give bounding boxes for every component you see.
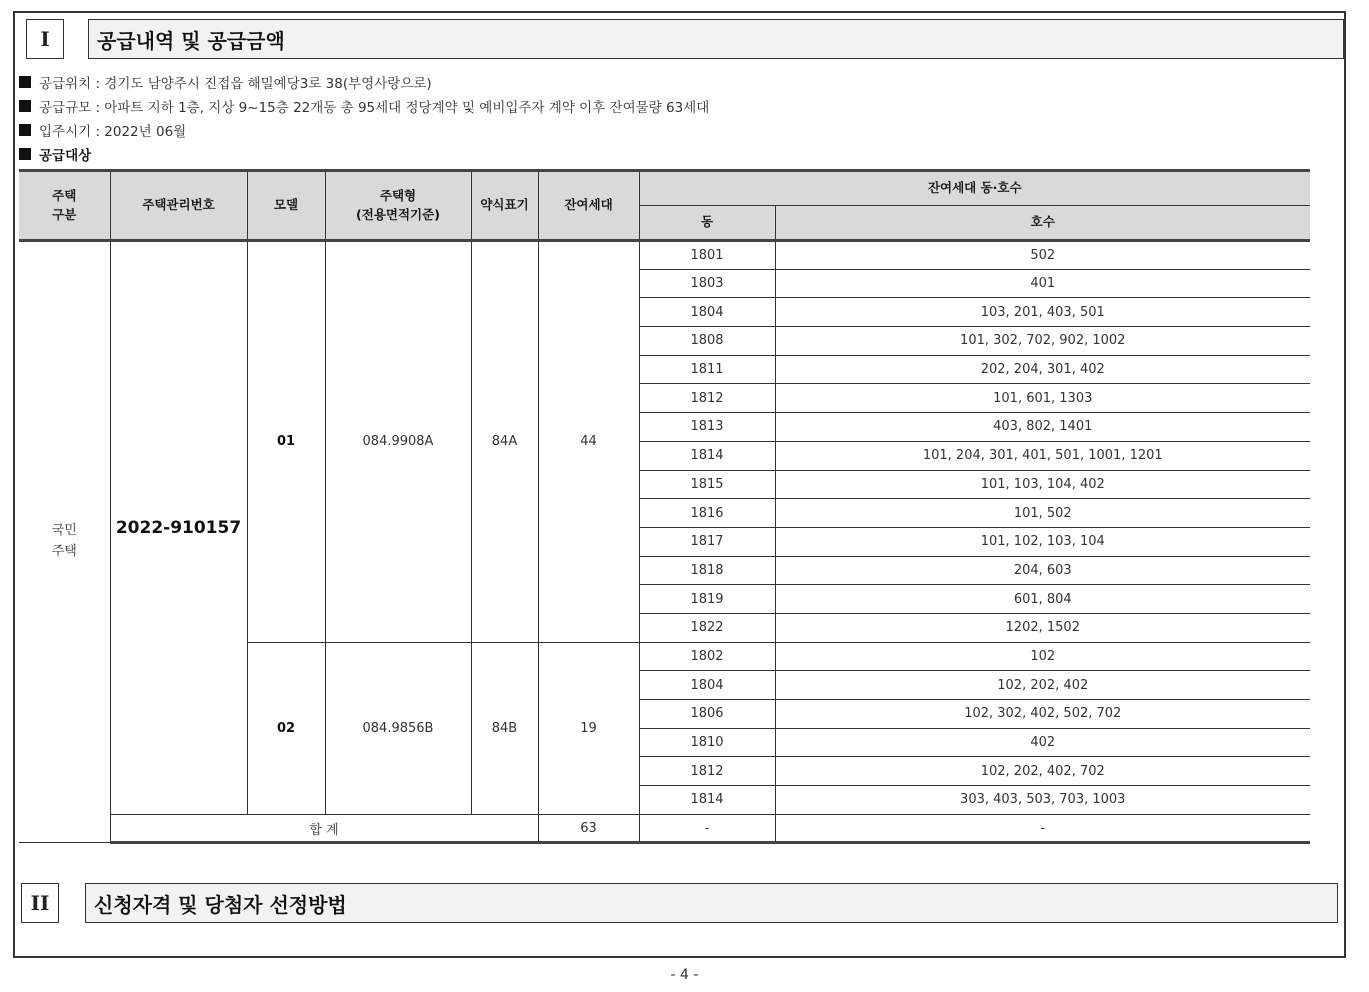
cell-ho: 101, 103, 104, 402: [775, 470, 1310, 499]
cell-ho: 101, 102, 103, 104: [775, 527, 1310, 556]
cell-ho: 601, 804: [775, 585, 1310, 614]
header-house-type: 주택형 (전용면적기준): [325, 171, 471, 241]
cell-dong: 1812: [639, 384, 775, 413]
header-housing-type: 주택 구분: [19, 171, 110, 241]
section-2-number: II: [21, 883, 59, 923]
bullet-text: 입주시기 : 2022년 06월: [39, 124, 187, 140]
cell-remaining-count: 19: [538, 642, 639, 814]
cell-ho: 204, 603: [775, 556, 1310, 585]
cell-dong: 1815: [639, 470, 775, 499]
bullet-move-in: [19, 118, 919, 142]
cell-dong: 1810: [639, 728, 775, 757]
cell-ho: 401: [775, 269, 1310, 298]
total-label: 합 계: [110, 814, 538, 843]
header-remaining-units: 잔여세대 동·호수: [639, 171, 1310, 206]
cell-dong: 1813: [639, 413, 775, 442]
header-remaining: 잔여세대: [538, 171, 639, 241]
cell-ho: 102: [775, 642, 1310, 671]
info-bullets: [19, 70, 919, 166]
cell-mgmt-no: 2022-910157: [110, 241, 247, 815]
square-bullet-icon: [19, 76, 31, 88]
section-1-header: [26, 19, 1344, 59]
bullet-text: 공급대상: [39, 148, 92, 164]
cell-dong: 1817: [639, 527, 775, 556]
total-count: 63: [538, 814, 639, 843]
square-bullet-icon: [19, 148, 31, 160]
cell-dong: 1814: [639, 441, 775, 470]
cell-ho: 102, 302, 402, 502, 702: [775, 700, 1310, 729]
header-dong: 동: [639, 206, 775, 241]
bullet-scale: [19, 94, 919, 118]
cell-dong: 1812: [639, 757, 775, 786]
header-model: 모델: [247, 171, 325, 241]
header-abbr: 약식표기: [471, 171, 538, 241]
total-ho: -: [775, 814, 1310, 843]
cell-ho: 103, 201, 403, 501: [775, 298, 1310, 327]
bullet-location: [19, 70, 919, 94]
cell-ho: 101, 204, 301, 401, 501, 1001, 1201: [775, 441, 1310, 470]
cell-ho: 402: [775, 728, 1310, 757]
bullet-text: 공급규모 : 아파트 지하 1층, 지상 9~15층 22개동 총 95세대 정당계약 및 예비입주자 계약 이후 잔여물량 63세대: [39, 100, 710, 116]
cell-remaining-count: 44: [538, 241, 639, 643]
cell-house-type: 084.9856B: [325, 642, 471, 814]
cell-dong: 1816: [639, 499, 775, 528]
total-dong: -: [639, 814, 775, 843]
section-1-number: I: [26, 19, 64, 59]
cell-ho: 101, 302, 702, 902, 1002: [775, 327, 1310, 356]
bullet-supply-target: [19, 142, 919, 166]
section-2-title: 신청자격 및 당첨자 선정방법: [85, 883, 1338, 923]
table-row: [19, 241, 1310, 270]
cell-ho: 303, 403, 503, 703, 1003: [775, 786, 1310, 815]
cell-model: 02: [247, 642, 325, 814]
section-1-title: 공급내역 및 공급금액: [88, 19, 1344, 59]
cell-dong: 1811: [639, 355, 775, 384]
cell-dong: 1804: [639, 671, 775, 700]
cell-dong: 1803: [639, 269, 775, 298]
header-mgmt-no: 주택관리번호: [110, 171, 247, 241]
total-row: [19, 814, 1310, 843]
cell-dong: 1814: [639, 786, 775, 815]
cell-dong: 1802: [639, 642, 775, 671]
square-bullet-icon: [19, 124, 31, 136]
cell-dong: 1819: [639, 585, 775, 614]
cell-ho: 101, 601, 1303: [775, 384, 1310, 413]
cell-ho: 101, 502: [775, 499, 1310, 528]
cell-ho: 202, 204, 301, 402: [775, 355, 1310, 384]
cell-ho: 1202, 1502: [775, 613, 1310, 642]
bullet-text: 공급위치 : 경기도 남양주시 진접읍 해밀예당3로 38(부영사랑으로): [39, 76, 432, 92]
cell-dong: 1806: [639, 700, 775, 729]
cell-ho: 403, 802, 1401: [775, 413, 1310, 442]
cell-abbr: 84A: [471, 241, 538, 643]
cell-house-type: 084.9908A: [325, 241, 471, 643]
square-bullet-icon: [19, 100, 31, 112]
cell-ho: 102, 202, 402: [775, 671, 1310, 700]
cell-ho: 502: [775, 241, 1310, 270]
cell-dong: 1804: [639, 298, 775, 327]
cell-dong: 1801: [639, 241, 775, 270]
cell-dong: 1822: [639, 613, 775, 642]
cell-dong: 1808: [639, 327, 775, 356]
cell-abbr: 84B: [471, 642, 538, 814]
supply-table: [19, 169, 1310, 844]
header-ho: 호수: [775, 206, 1310, 241]
cell-model: 01: [247, 241, 325, 643]
section-2-header: [21, 883, 1338, 923]
cell-ho: 102, 202, 402, 702: [775, 757, 1310, 786]
page-number: - 4 -: [670, 967, 699, 983]
cell-dong: 1818: [639, 556, 775, 585]
cell-category: 국민 주택: [19, 241, 110, 843]
